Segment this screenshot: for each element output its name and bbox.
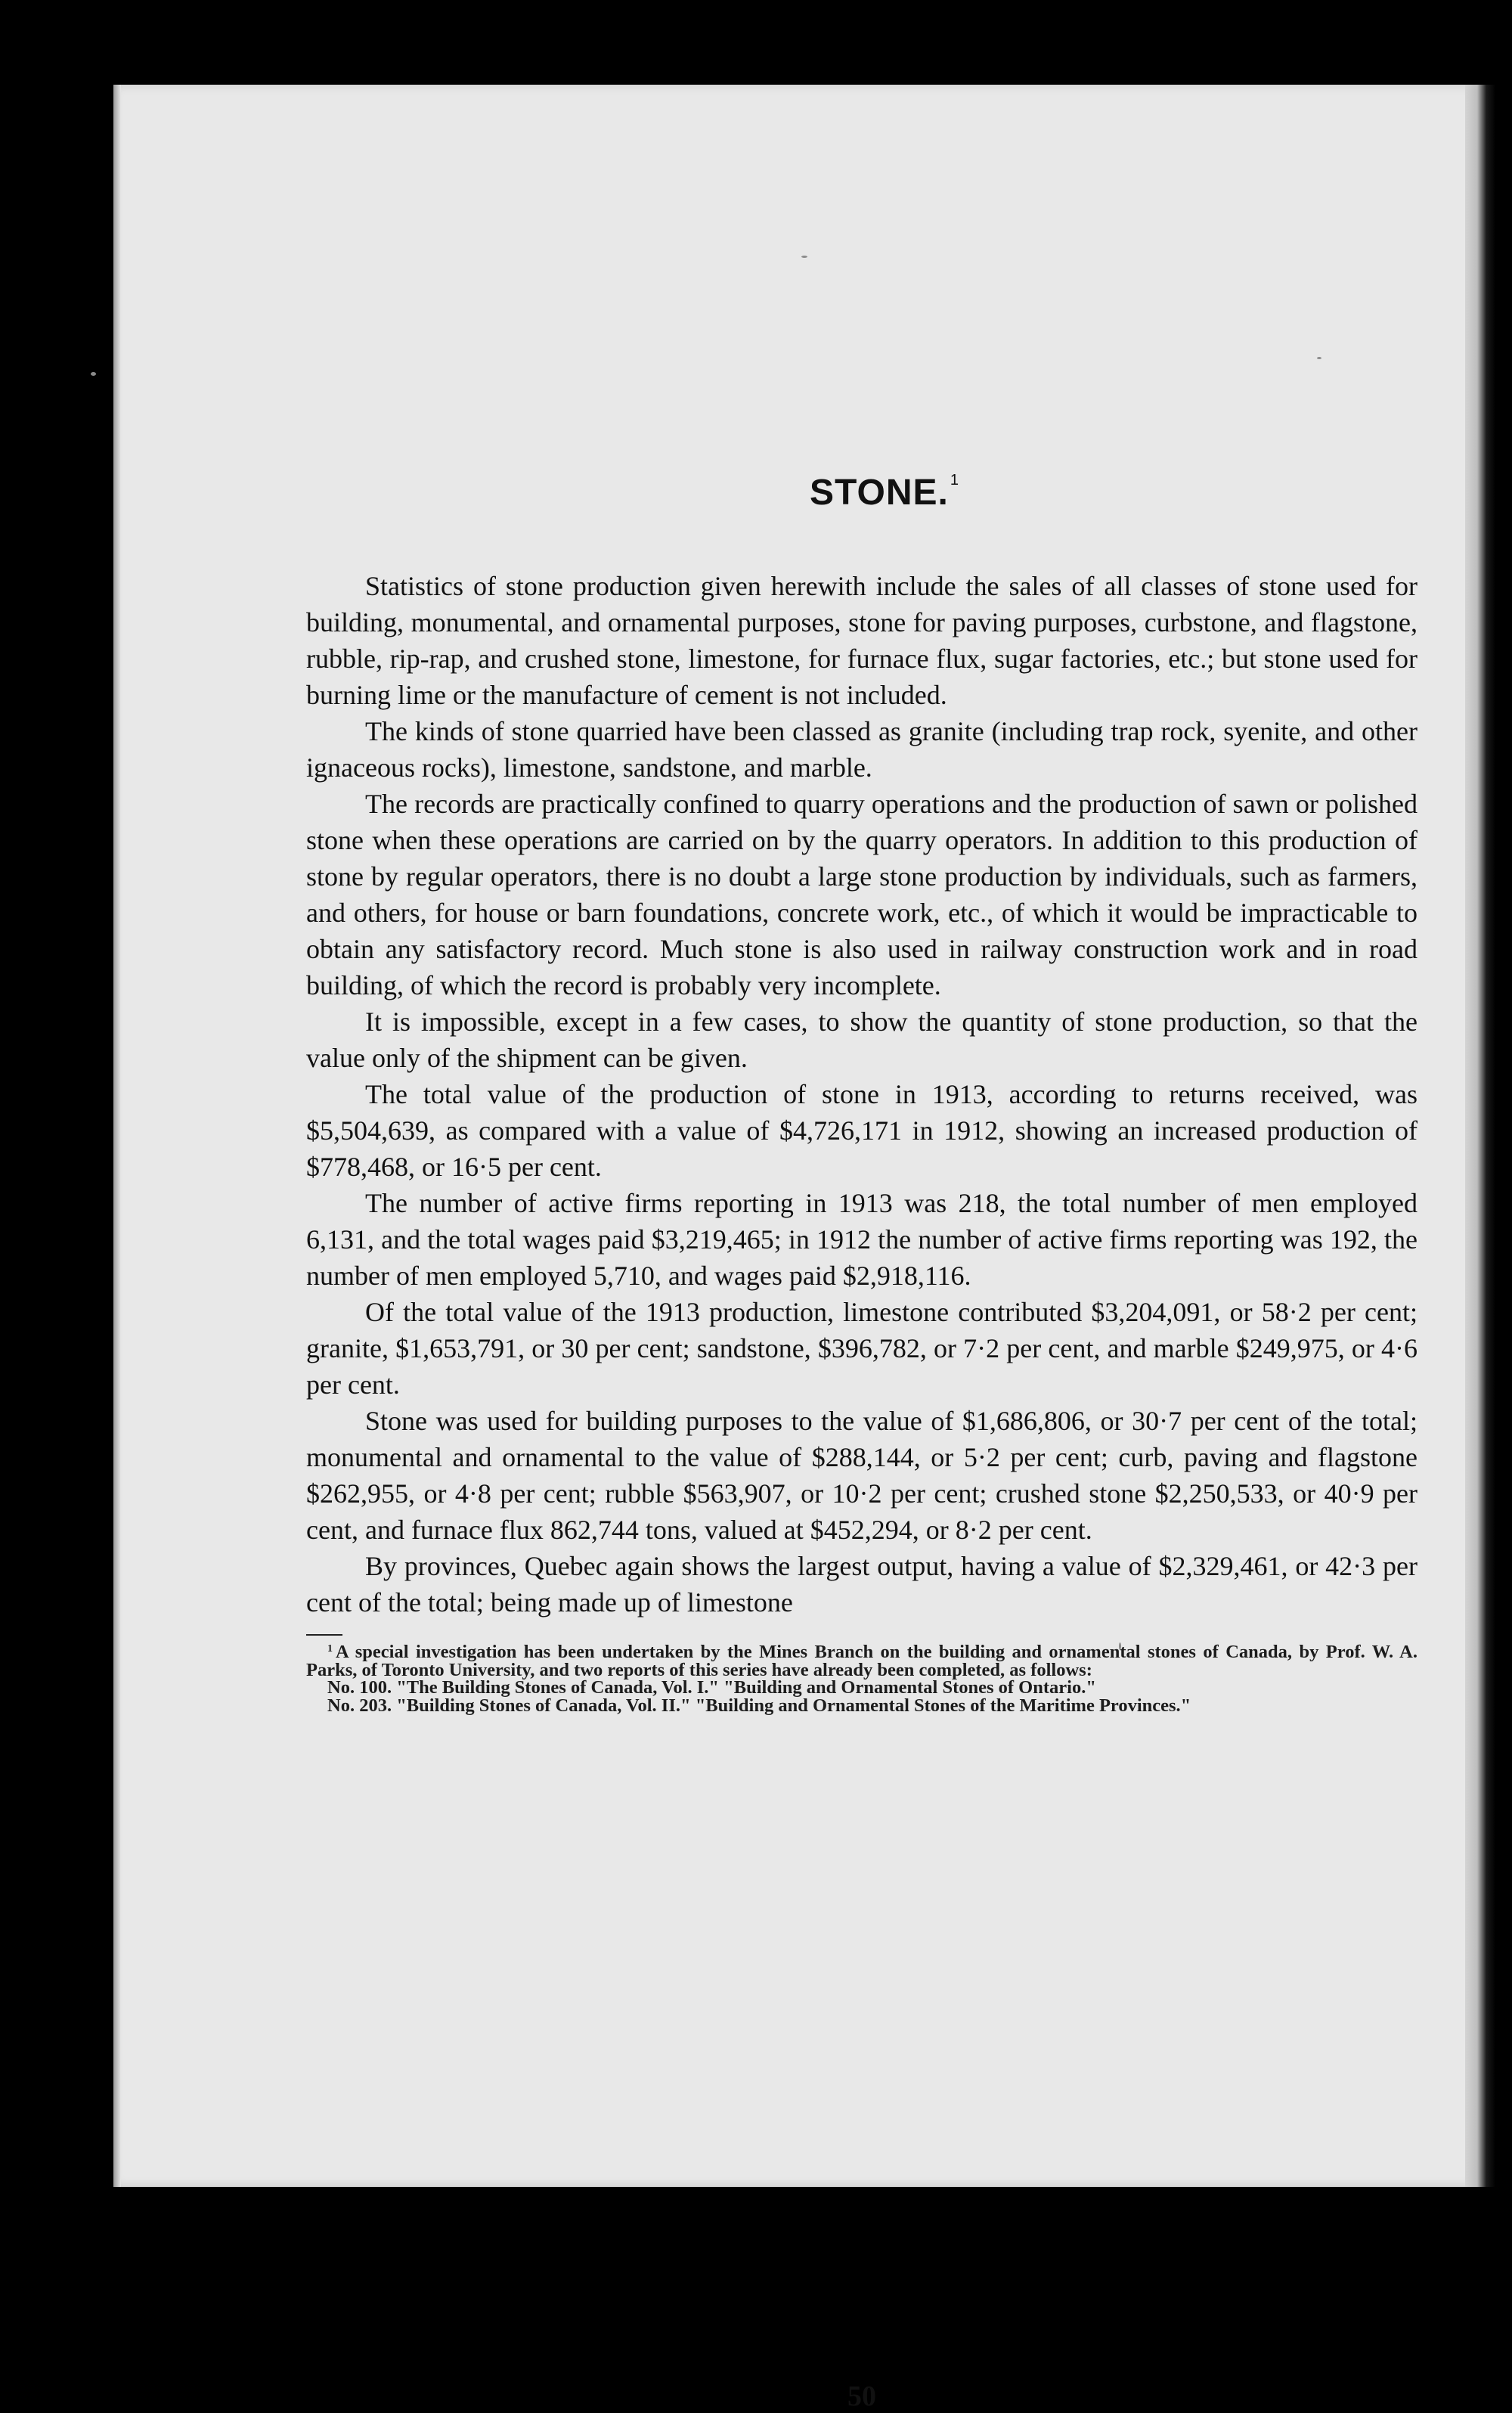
scan-speck <box>1317 357 1321 359</box>
page-binding-shadow <box>113 85 121 2187</box>
footnote-intro-text: A special investigation has been undertaken by the Mines Branch on the building and ornamental stones of Canada, by Prof. W. A. Parks, of Toronto University, and two reports of this series have already been completed, as follows: <box>306 1642 1418 1680</box>
body-paragraph: The kinds of stone quarried have been classed as granite (including trap rock, syenite, and other ignaceous rocks), limestone, sandstone, and marble. <box>306 716 1418 783</box>
footnote-mark: 1 <box>327 1643 333 1655</box>
body-paragraph: Stone was used for building purposes to the value of $1,686,806, or 30·7 per cent of the total; monumental and ornamental to the value of $288,144, or 5·2 per cent; curb, paving and flagstone $262,955, or 4·8 per cent; rubble $563,907, or 10·2 per cent; crushed stone $2,250,533, or 40·9 per cent, and furnace flux 862,744 tons, valued at $452,294, or 8·2 per cent. <box>306 1406 1418 1545</box>
footnote-divider <box>306 1634 342 1636</box>
page-number: 50 <box>847 2380 876 2412</box>
footnote-intro <box>306 1640 1418 1679</box>
scan-speck <box>91 372 96 376</box>
body-paragraph: It is impossible, except in a few cases, to show the quantity of stone production, so that the value only of the shipment can be given. <box>306 1006 1418 1073</box>
body-paragraph: Of the total value of the 1913 production, limestone contributed $3,204,091, or 58·2 per cent; granite, $1,653,791, or 30 per cent; sandstone, $396,782, or 7·2 per cent, and marble $249,975, or 4·6 per cent. <box>306 1297 1418 1400</box>
title-footnote-mark: 1 <box>950 472 959 488</box>
page-content <box>306 472 1418 2412</box>
page-title <box>306 472 1418 513</box>
body-paragraph: The records are practically confined to quarry operations and the production of sawn or polished stone when these operations are carried on by the quarry operators. In addition to this production of stone by regular operators, there is no doubt a large stone production by individuals, such as farmers, and others, for house or barn foundations, concrete work, etc., of which it would be impracticable to obtain any satisfactory record. Much stone is also used in railway construction work and in road building, of which the record is probably very incomplete. <box>306 789 1418 1000</box>
body-paragraph: The total value of the production of stone in 1913, according to returns received, was $5,504,639, as compared with a value of $4,726,171 in 1912, showing an increased production of $778,468, or 16·5 per cent. <box>306 1079 1418 1182</box>
body-paragraph: Statistics of stone production given herewith include the sales of all classes of stone used for building, monumental, and ornamental purposes, stone for paving purposes, curbstone, and flagstone, rubble, rip-rap, and crushed stone, limestone, for furnace flux, sugar factories, etc.; but stone used for burning lime or the manufacture of cement is not included. <box>306 571 1418 710</box>
title-text: STONE. <box>810 473 949 513</box>
footnote-item: No. 203. "Building Stones of Canada, Vol. II." "Building and Ornamental Stones of the Maritime Provinces." <box>327 1695 1191 1716</box>
footnote-item: No. 100. "The Building Stones of Canada, Vol. I." "Building and Ornamental Stones of Ontario." <box>327 1677 1096 1698</box>
page-edge-shadow <box>1465 85 1495 2187</box>
body-paragraph: By provinces, Quebec again shows the largest output, having a value of $2,329,461, or 42·3 per cent of the total; being made up of limestone <box>306 1551 1418 1617</box>
body-paragraph: The number of active firms reporting in 1913 was 218, the total number of men employed 6,131, and the total wages paid $3,219,465; in 1912 the number of active firms reporting was 192, the number of men employed 5,710, and wages paid $2,918,116. <box>306 1188 1418 1291</box>
book-page <box>113 85 1495 2412</box>
scan-speck <box>801 256 807 258</box>
